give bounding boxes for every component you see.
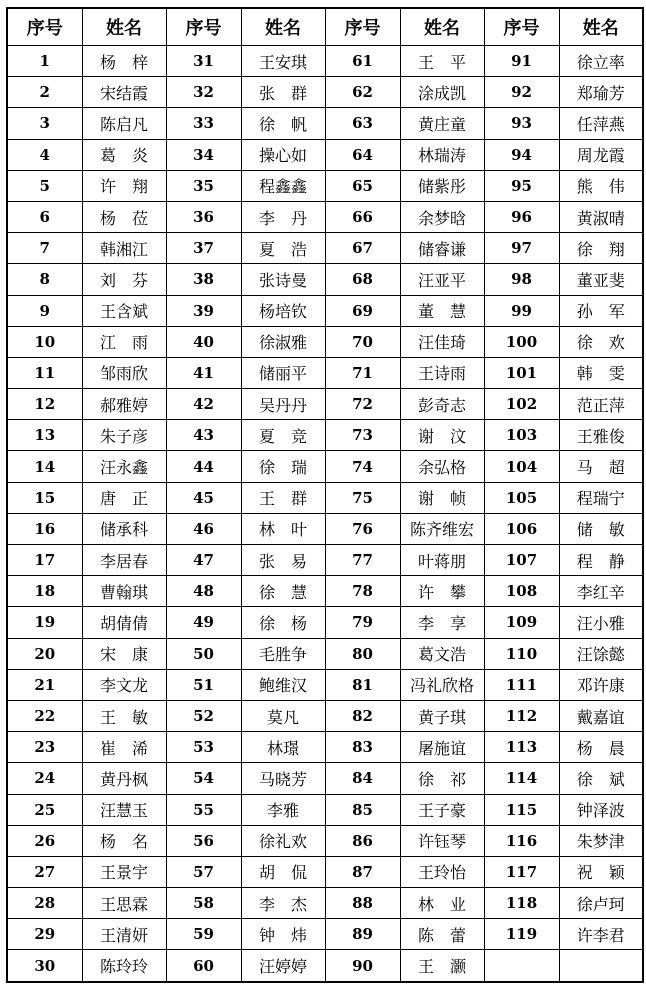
name-cell: 胡 侃 bbox=[241, 856, 325, 887]
name-cell: 韩 雯 bbox=[559, 357, 643, 388]
index-cell: 20 bbox=[7, 638, 82, 669]
name-cell: 徐礼欢 bbox=[241, 825, 325, 856]
index-cell: 90 bbox=[325, 950, 400, 982]
name-cell: 夏 竞 bbox=[241, 420, 325, 451]
index-cell: 100 bbox=[484, 326, 559, 357]
name-cell: 王 平 bbox=[400, 46, 484, 77]
index-cell: 98 bbox=[484, 264, 559, 295]
name-cell: 徐 瑞 bbox=[241, 451, 325, 482]
index-cell: 19 bbox=[7, 607, 82, 638]
name-cell: 杨 晨 bbox=[559, 732, 643, 763]
name-cell: 许李君 bbox=[559, 919, 643, 950]
index-cell: 7 bbox=[7, 233, 82, 264]
index-cell: 84 bbox=[325, 763, 400, 794]
index-cell: 67 bbox=[325, 233, 400, 264]
index-cell: 96 bbox=[484, 201, 559, 232]
table-row bbox=[7, 700, 643, 731]
table-row bbox=[7, 482, 643, 513]
table-row bbox=[7, 825, 643, 856]
name-cell: 王含斌 bbox=[82, 295, 166, 326]
index-cell: 48 bbox=[166, 576, 241, 607]
table-row bbox=[7, 170, 643, 201]
name-cell: 王景宇 bbox=[82, 856, 166, 887]
index-cell: 88 bbox=[325, 888, 400, 919]
table-row bbox=[7, 264, 643, 295]
name-cell: 钟泽波 bbox=[559, 794, 643, 825]
name-cell: 王思霖 bbox=[82, 888, 166, 919]
index-cell: 37 bbox=[166, 233, 241, 264]
table-row bbox=[7, 389, 643, 420]
index-cell: 75 bbox=[325, 482, 400, 513]
name-cell: 钟 炜 bbox=[241, 919, 325, 950]
name-cell: 汪慧玉 bbox=[82, 794, 166, 825]
index-cell: 42 bbox=[166, 389, 241, 420]
index-cell: 61 bbox=[325, 46, 400, 77]
index-cell: 68 bbox=[325, 264, 400, 295]
index-cell: 11 bbox=[7, 357, 82, 388]
name-cell: 程鑫鑫 bbox=[241, 170, 325, 201]
header-index-1: 序号 bbox=[7, 8, 82, 46]
index-cell: 72 bbox=[325, 389, 400, 420]
name-cell: 林瑞涛 bbox=[400, 139, 484, 170]
name-cell: 张诗曼 bbox=[241, 264, 325, 295]
index-cell: 43 bbox=[166, 420, 241, 451]
table-row bbox=[7, 545, 643, 576]
index-cell: 6 bbox=[7, 201, 82, 232]
name-cell: 吴丹丹 bbox=[241, 389, 325, 420]
index-cell: 99 bbox=[484, 295, 559, 326]
table-row bbox=[7, 295, 643, 326]
index-cell: 85 bbox=[325, 794, 400, 825]
name-cell: 汪馀懿 bbox=[559, 638, 643, 669]
index-cell: 108 bbox=[484, 576, 559, 607]
name-cell: 王玲怡 bbox=[400, 856, 484, 887]
index-cell: 74 bbox=[325, 451, 400, 482]
index-cell: 93 bbox=[484, 108, 559, 139]
name-cell: 黄庄童 bbox=[400, 108, 484, 139]
index-cell: 80 bbox=[325, 638, 400, 669]
name-cell: 陈玲玲 bbox=[82, 950, 166, 982]
table-row bbox=[7, 139, 643, 170]
name-cell: 毛胜争 bbox=[241, 638, 325, 669]
name-cell: 王雅俊 bbox=[559, 420, 643, 451]
name-cell: 储 敏 bbox=[559, 513, 643, 544]
table-row bbox=[7, 77, 643, 108]
index-cell: 18 bbox=[7, 576, 82, 607]
name-cell: 周龙霞 bbox=[559, 139, 643, 170]
name-cell: 许 攀 bbox=[400, 576, 484, 607]
name-cell: 叶蒋朋 bbox=[400, 545, 484, 576]
name-cell: 储睿谦 bbox=[400, 233, 484, 264]
index-cell: 30 bbox=[7, 950, 82, 982]
name-cell: 李 杰 bbox=[241, 888, 325, 919]
name-cell: 林璟 bbox=[241, 732, 325, 763]
name-cell: 储丽平 bbox=[241, 357, 325, 388]
name-cell: 徐 杨 bbox=[241, 607, 325, 638]
name-cell: 徐 帆 bbox=[241, 108, 325, 139]
index-cell: 113 bbox=[484, 732, 559, 763]
name-cell: 任萍燕 bbox=[559, 108, 643, 139]
index-cell: 9 bbox=[7, 295, 82, 326]
table-row bbox=[7, 732, 643, 763]
index-cell: 91 bbox=[484, 46, 559, 77]
name-cell: 邹雨欣 bbox=[82, 357, 166, 388]
name-cell: 韩湘江 bbox=[82, 233, 166, 264]
index-cell: 69 bbox=[325, 295, 400, 326]
index-cell: 44 bbox=[166, 451, 241, 482]
index-cell: 119 bbox=[484, 919, 559, 950]
name-cell: 杨 莅 bbox=[82, 201, 166, 232]
name-cell: 屠施谊 bbox=[400, 732, 484, 763]
index-cell: 28 bbox=[7, 888, 82, 919]
index-cell: 58 bbox=[166, 888, 241, 919]
index-cell: 102 bbox=[484, 389, 559, 420]
name-cell: 鲍维汉 bbox=[241, 669, 325, 700]
header-index-3: 序号 bbox=[325, 8, 400, 46]
name-cell: 谢 帧 bbox=[400, 482, 484, 513]
name-cell: 江 雨 bbox=[82, 326, 166, 357]
index-cell: 31 bbox=[166, 46, 241, 77]
index-cell: 116 bbox=[484, 825, 559, 856]
name-cell: 郝雅婷 bbox=[82, 389, 166, 420]
name-cell: 王子豪 bbox=[400, 794, 484, 825]
name-cell: 郑瑜芳 bbox=[559, 77, 643, 108]
name-cell: 马 超 bbox=[559, 451, 643, 482]
index-cell: 105 bbox=[484, 482, 559, 513]
index-cell: 27 bbox=[7, 856, 82, 887]
name-cell: 李雅 bbox=[241, 794, 325, 825]
index-cell: 81 bbox=[325, 669, 400, 700]
header-name-2: 姓名 bbox=[241, 8, 325, 46]
name-cell: 王 敏 bbox=[82, 700, 166, 731]
header-name-1: 姓名 bbox=[82, 8, 166, 46]
index-cell: 15 bbox=[7, 482, 82, 513]
header-name-3: 姓名 bbox=[400, 8, 484, 46]
name-cell: 李居春 bbox=[82, 545, 166, 576]
header-row bbox=[7, 8, 643, 46]
name-cell: 王诗雨 bbox=[400, 357, 484, 388]
index-cell: 24 bbox=[7, 763, 82, 794]
index-cell: 106 bbox=[484, 513, 559, 544]
name-cell: 程 静 bbox=[559, 545, 643, 576]
name-cell: 董 慧 bbox=[400, 295, 484, 326]
index-cell: 45 bbox=[166, 482, 241, 513]
index-cell: 77 bbox=[325, 545, 400, 576]
name-cell bbox=[559, 950, 643, 982]
name-cell: 汪亚平 bbox=[400, 264, 484, 295]
index-cell: 92 bbox=[484, 77, 559, 108]
index-cell: 87 bbox=[325, 856, 400, 887]
index-cell: 3 bbox=[7, 108, 82, 139]
name-cell: 储承科 bbox=[82, 513, 166, 544]
name-cell: 陈齐维宏 bbox=[400, 513, 484, 544]
name-cell: 李 丹 bbox=[241, 201, 325, 232]
name-cell: 王清妍 bbox=[82, 919, 166, 950]
index-cell: 21 bbox=[7, 669, 82, 700]
index-cell: 51 bbox=[166, 669, 241, 700]
name-cell: 余梦晗 bbox=[400, 201, 484, 232]
table-row bbox=[7, 669, 643, 700]
name-cell: 徐 翔 bbox=[559, 233, 643, 264]
table-row bbox=[7, 638, 643, 669]
index-cell: 12 bbox=[7, 389, 82, 420]
index-cell: 76 bbox=[325, 513, 400, 544]
index-cell: 60 bbox=[166, 950, 241, 982]
name-cell: 余弘格 bbox=[400, 451, 484, 482]
header-index-2: 序号 bbox=[166, 8, 241, 46]
table-row bbox=[7, 233, 643, 264]
index-cell: 23 bbox=[7, 732, 82, 763]
name-cell: 祝 颖 bbox=[559, 856, 643, 887]
name-cell: 唐 正 bbox=[82, 482, 166, 513]
name-cell: 熊 伟 bbox=[559, 170, 643, 201]
index-cell: 5 bbox=[7, 170, 82, 201]
name-cell: 张 易 bbox=[241, 545, 325, 576]
index-cell: 73 bbox=[325, 420, 400, 451]
index-cell: 38 bbox=[166, 264, 241, 295]
name-cell: 林 业 bbox=[400, 888, 484, 919]
index-cell: 118 bbox=[484, 888, 559, 919]
index-cell: 52 bbox=[166, 700, 241, 731]
index-cell: 33 bbox=[166, 108, 241, 139]
index-cell: 36 bbox=[166, 201, 241, 232]
name-cell: 汪永鑫 bbox=[82, 451, 166, 482]
index-cell: 47 bbox=[166, 545, 241, 576]
index-cell: 22 bbox=[7, 700, 82, 731]
name-cell: 王 群 bbox=[241, 482, 325, 513]
name-cell: 徐卢珂 bbox=[559, 888, 643, 919]
index-cell: 53 bbox=[166, 732, 241, 763]
index-cell: 101 bbox=[484, 357, 559, 388]
name-cell: 李 享 bbox=[400, 607, 484, 638]
name-cell: 宋 康 bbox=[82, 638, 166, 669]
index-cell: 86 bbox=[325, 825, 400, 856]
name-cell: 陈启凡 bbox=[82, 108, 166, 139]
index-cell: 40 bbox=[166, 326, 241, 357]
name-cell: 程瑞宁 bbox=[559, 482, 643, 513]
index-cell: 29 bbox=[7, 919, 82, 950]
name-cell: 王 灏 bbox=[400, 950, 484, 982]
name-cell: 汪小雅 bbox=[559, 607, 643, 638]
index-cell: 39 bbox=[166, 295, 241, 326]
index-cell: 89 bbox=[325, 919, 400, 950]
name-cell: 徐立率 bbox=[559, 46, 643, 77]
header-index-4: 序号 bbox=[484, 8, 559, 46]
index-cell: 104 bbox=[484, 451, 559, 482]
name-cell: 葛 炎 bbox=[82, 139, 166, 170]
index-cell: 41 bbox=[166, 357, 241, 388]
index-cell: 94 bbox=[484, 139, 559, 170]
index-cell: 83 bbox=[325, 732, 400, 763]
name-cell: 杨 名 bbox=[82, 825, 166, 856]
index-cell: 26 bbox=[7, 825, 82, 856]
name-cell: 汪佳琦 bbox=[400, 326, 484, 357]
table-row bbox=[7, 108, 643, 139]
name-cell: 李红辛 bbox=[559, 576, 643, 607]
header-name-4: 姓名 bbox=[559, 8, 643, 46]
name-cell: 王安琪 bbox=[241, 46, 325, 77]
name-cell: 谢 汶 bbox=[400, 420, 484, 451]
name-cell: 孙 军 bbox=[559, 295, 643, 326]
name-cell: 彭奇志 bbox=[400, 389, 484, 420]
index-cell: 109 bbox=[484, 607, 559, 638]
index-cell: 115 bbox=[484, 794, 559, 825]
index-cell: 112 bbox=[484, 700, 559, 731]
name-cell: 崔 浠 bbox=[82, 732, 166, 763]
index-cell: 70 bbox=[325, 326, 400, 357]
name-cell: 宋结霞 bbox=[82, 77, 166, 108]
table-row bbox=[7, 888, 643, 919]
index-cell: 16 bbox=[7, 513, 82, 544]
name-cell: 汪婷婷 bbox=[241, 950, 325, 982]
index-cell: 103 bbox=[484, 420, 559, 451]
index-cell: 66 bbox=[325, 201, 400, 232]
name-cell: 林 叶 bbox=[241, 513, 325, 544]
index-cell: 14 bbox=[7, 451, 82, 482]
index-cell: 111 bbox=[484, 669, 559, 700]
table-row bbox=[7, 420, 643, 451]
name-cell: 黄丹枫 bbox=[82, 763, 166, 794]
name-cell: 黄子琪 bbox=[400, 700, 484, 731]
index-cell: 82 bbox=[325, 700, 400, 731]
index-cell: 107 bbox=[484, 545, 559, 576]
name-cell: 范正萍 bbox=[559, 389, 643, 420]
name-cell: 葛文浩 bbox=[400, 638, 484, 669]
roster-table bbox=[6, 7, 644, 983]
index-cell: 117 bbox=[484, 856, 559, 887]
index-cell: 78 bbox=[325, 576, 400, 607]
name-cell: 冯礼欣格 bbox=[400, 669, 484, 700]
name-cell: 刘 芬 bbox=[82, 264, 166, 295]
name-cell: 朱梦津 bbox=[559, 825, 643, 856]
table-row bbox=[7, 326, 643, 357]
index-cell: 46 bbox=[166, 513, 241, 544]
name-cell: 黄淑晴 bbox=[559, 201, 643, 232]
index-cell: 13 bbox=[7, 420, 82, 451]
name-cell: 许钰琴 bbox=[400, 825, 484, 856]
name-cell: 戴嘉谊 bbox=[559, 700, 643, 731]
table-row bbox=[7, 576, 643, 607]
index-cell: 65 bbox=[325, 170, 400, 201]
name-cell: 操心如 bbox=[241, 139, 325, 170]
name-cell: 杨 梓 bbox=[82, 46, 166, 77]
index-cell: 57 bbox=[166, 856, 241, 887]
name-cell: 杨培钦 bbox=[241, 295, 325, 326]
table-row bbox=[7, 451, 643, 482]
table-row bbox=[7, 919, 643, 950]
index-cell: 95 bbox=[484, 170, 559, 201]
name-cell: 徐 祁 bbox=[400, 763, 484, 794]
name-cell: 李文龙 bbox=[82, 669, 166, 700]
table-row bbox=[7, 950, 643, 982]
index-cell: 54 bbox=[166, 763, 241, 794]
name-cell: 涂成凯 bbox=[400, 77, 484, 108]
index-cell: 55 bbox=[166, 794, 241, 825]
index-cell: 17 bbox=[7, 545, 82, 576]
table-row bbox=[7, 856, 643, 887]
index-cell: 114 bbox=[484, 763, 559, 794]
table-row bbox=[7, 794, 643, 825]
name-cell: 储紫彤 bbox=[400, 170, 484, 201]
index-cell bbox=[484, 950, 559, 982]
name-cell: 张 群 bbox=[241, 77, 325, 108]
index-cell: 59 bbox=[166, 919, 241, 950]
table-row bbox=[7, 201, 643, 232]
index-cell: 32 bbox=[166, 77, 241, 108]
table-row bbox=[7, 513, 643, 544]
name-cell: 董亚斐 bbox=[559, 264, 643, 295]
name-cell: 许 翔 bbox=[82, 170, 166, 201]
name-cell: 徐淑雅 bbox=[241, 326, 325, 357]
index-cell: 10 bbox=[7, 326, 82, 357]
index-cell: 1 bbox=[7, 46, 82, 77]
name-cell: 陈 蕾 bbox=[400, 919, 484, 950]
index-cell: 62 bbox=[325, 77, 400, 108]
index-cell: 49 bbox=[166, 607, 241, 638]
index-cell: 64 bbox=[325, 139, 400, 170]
index-cell: 8 bbox=[7, 264, 82, 295]
name-cell: 邓许康 bbox=[559, 669, 643, 700]
name-cell: 马晓芳 bbox=[241, 763, 325, 794]
index-cell: 25 bbox=[7, 794, 82, 825]
index-cell: 56 bbox=[166, 825, 241, 856]
index-cell: 4 bbox=[7, 139, 82, 170]
index-cell: 97 bbox=[484, 233, 559, 264]
name-cell: 徐 欢 bbox=[559, 326, 643, 357]
index-cell: 50 bbox=[166, 638, 241, 669]
index-cell: 2 bbox=[7, 77, 82, 108]
index-cell: 35 bbox=[166, 170, 241, 201]
name-cell: 胡倩倩 bbox=[82, 607, 166, 638]
table-row bbox=[7, 357, 643, 388]
name-cell: 朱子彦 bbox=[82, 420, 166, 451]
table-row bbox=[7, 46, 643, 77]
table-row bbox=[7, 607, 643, 638]
name-cell: 曹翰琪 bbox=[82, 576, 166, 607]
name-cell: 夏 浩 bbox=[241, 233, 325, 264]
index-cell: 79 bbox=[325, 607, 400, 638]
name-cell: 徐 斌 bbox=[559, 763, 643, 794]
index-cell: 71 bbox=[325, 357, 400, 388]
index-cell: 63 bbox=[325, 108, 400, 139]
name-cell: 莫凡 bbox=[241, 700, 325, 731]
name-cell: 徐 慧 bbox=[241, 576, 325, 607]
index-cell: 110 bbox=[484, 638, 559, 669]
index-cell: 34 bbox=[166, 139, 241, 170]
table-row bbox=[7, 763, 643, 794]
